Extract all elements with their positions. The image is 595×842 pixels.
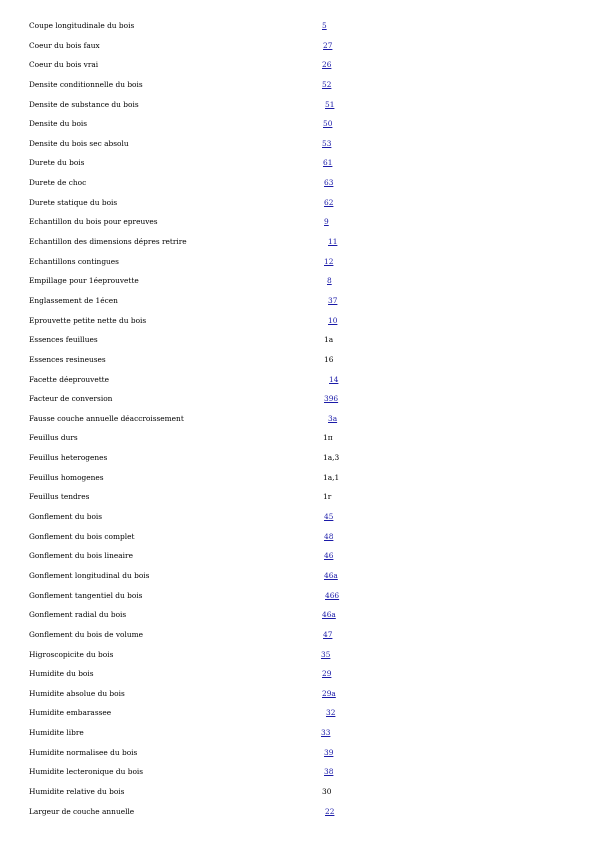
page-number: 16 (324, 354, 334, 364)
index-term: Humidite libre (29, 728, 84, 738)
page-link[interactable]: 26 (322, 60, 332, 70)
index-entry (0, 762, 595, 782)
index-entry (0, 802, 595, 822)
index-term: Durete de choc (29, 178, 87, 188)
index-term: Gonflement tangentiel du bois (29, 590, 143, 600)
index-term: Gonflement du bois de volume (29, 629, 143, 639)
index-entry (0, 468, 595, 488)
index-entry (0, 153, 595, 173)
page-link[interactable]: 11 (328, 237, 338, 247)
index-entry (0, 212, 595, 232)
index-entry (0, 252, 595, 272)
page-number: 1r (323, 492, 332, 502)
index-entry (0, 645, 595, 665)
index-term: Echantillon des dimensions dépres retrire (29, 237, 187, 247)
index-entry (0, 428, 595, 448)
index-term: Feuillus durs (29, 433, 78, 443)
page-link[interactable]: 47 (323, 629, 333, 639)
page-link[interactable]: 51 (325, 99, 335, 109)
page-link[interactable]: 48 (324, 531, 334, 541)
index-entry (0, 605, 595, 625)
index-entry (0, 330, 595, 350)
index-entry (0, 782, 595, 802)
page-link[interactable]: 396 (324, 394, 339, 404)
index-entry (0, 134, 595, 154)
index-entry (0, 173, 595, 193)
index-entry (0, 409, 595, 429)
index-term: Echantillons contingues (29, 256, 119, 266)
page-link[interactable]: 45 (324, 512, 334, 522)
page-link[interactable]: 14 (329, 374, 339, 384)
index-term: Gonflement longitudinal du bois (29, 570, 150, 580)
page-link[interactable]: 46 (324, 551, 334, 561)
page-link[interactable]: 466 (325, 590, 340, 600)
page-link[interactable]: 46a (324, 570, 338, 580)
index-entry (0, 193, 595, 213)
index-term: Essences feuillues (29, 335, 98, 345)
index-entry (0, 55, 595, 75)
index-term: Largeur de couche annuelle (29, 806, 135, 816)
index-entry (0, 487, 595, 507)
index-entry (0, 527, 595, 547)
index-term: Humidite relative du bois (29, 786, 125, 796)
page-number: 1a (324, 335, 334, 345)
page-link[interactable]: 35 (321, 649, 331, 659)
page-link[interactable]: 33 (321, 728, 331, 738)
page-link[interactable]: 12 (324, 256, 334, 266)
index-entry (0, 114, 595, 134)
page-link[interactable]: 52 (322, 79, 332, 89)
index-term: Humidite normalisee du bois (29, 747, 138, 757)
index-term: Coeur du bois faux (29, 40, 100, 50)
page-link[interactable]: 63 (324, 178, 334, 188)
index-term: Facette déeprouvette (29, 374, 110, 384)
index-entry (0, 586, 595, 606)
page-number: 1π (323, 433, 333, 443)
index-term: Essences resineuses (29, 354, 106, 364)
index-term: Echantillon du bois pour epreuves (29, 217, 158, 227)
page-link[interactable]: 53 (322, 138, 332, 148)
page-link[interactable]: 46a (322, 610, 336, 620)
page-link[interactable]: 61 (323, 158, 333, 168)
index-entry (0, 291, 595, 311)
index-entry (0, 95, 595, 115)
index-term: Humidite du bois (29, 669, 94, 679)
index-entry (0, 311, 595, 331)
index-term: Englassement de 1écen (29, 295, 118, 305)
index-term: Facteur de conversion (29, 394, 113, 404)
index-term: Higroscopicite du bois (29, 649, 114, 659)
index-term: Densite conditionnelle du bois (29, 79, 143, 89)
index-entry (0, 370, 595, 390)
index-entry (0, 566, 595, 586)
page-link[interactable]: 37 (328, 295, 338, 305)
page-link[interactable]: 29a (322, 688, 336, 698)
index-term: Eprouvette petite nette du bois (29, 315, 147, 325)
index-term: Gonflement du bois lineaire (29, 551, 133, 561)
index-term: Humidite embarassee (29, 708, 112, 718)
page-link[interactable]: 9 (324, 217, 329, 227)
page-link[interactable]: 62 (324, 197, 334, 207)
page-link[interactable]: 29 (322, 669, 332, 679)
index-entry (0, 664, 595, 684)
index-term: Fausse couche annuelle déaccroissement (29, 413, 184, 423)
page-link[interactable]: 38 (324, 767, 334, 777)
index-term: Humidite absolue du bois (29, 688, 125, 698)
index-term: Empillage pour 1éeprouvette (29, 276, 139, 286)
page-link[interactable]: 3a (328, 413, 338, 423)
page-link[interactable]: 27 (323, 40, 333, 50)
index-entry (0, 75, 595, 95)
index-term: Gonflement du bois complet (29, 531, 135, 541)
index-term: Gonflement du bois (29, 512, 103, 522)
index-term: Coeur du bois vrai (29, 60, 99, 70)
index-term: Humidite lecteronique du bois (29, 767, 144, 777)
page-number: 30 (322, 786, 332, 796)
page-number: 1a,1 (323, 472, 340, 482)
index-term: Gonflement radial du bois (29, 610, 127, 620)
index-entry (0, 36, 595, 56)
index-term: Feuillus tendres (29, 492, 90, 502)
page-link[interactable]: 50 (323, 119, 333, 129)
index-entry (0, 723, 595, 743)
index-entry (0, 448, 595, 468)
index-entry (0, 271, 595, 291)
index-entry (0, 703, 595, 723)
index-entry (0, 546, 595, 566)
index-entry (0, 389, 595, 409)
index-entry (0, 232, 595, 252)
index-term: Durete statique du bois (29, 197, 118, 207)
index-entry (0, 684, 595, 704)
page-link[interactable]: 22 (325, 806, 335, 816)
index-entry (0, 625, 595, 645)
index-term: Densite de substance du bois (29, 99, 139, 109)
index-entry (0, 350, 595, 370)
page-number: 1a,3 (323, 453, 340, 463)
glossary-index (0, 16, 595, 821)
index-term: Densite du bois (29, 119, 88, 129)
index-entry (0, 507, 595, 527)
index-term: Coupe longitudinale du bois (29, 21, 135, 30)
index-term: Feuillus heterogenes (29, 453, 108, 463)
page-link[interactable]: 10 (328, 315, 338, 325)
index-entry (0, 16, 595, 36)
index-term: Durete du bois (29, 158, 85, 168)
page-link[interactable]: 32 (326, 708, 336, 718)
index-entry (0, 743, 595, 763)
page-link[interactable]: 39 (324, 747, 334, 757)
index-term: Feuillus homogenes (29, 472, 104, 482)
page-link[interactable]: 5 (322, 21, 327, 30)
index-term: Densite du bois sec absolu (29, 138, 129, 148)
page-link[interactable]: 8 (327, 276, 332, 286)
